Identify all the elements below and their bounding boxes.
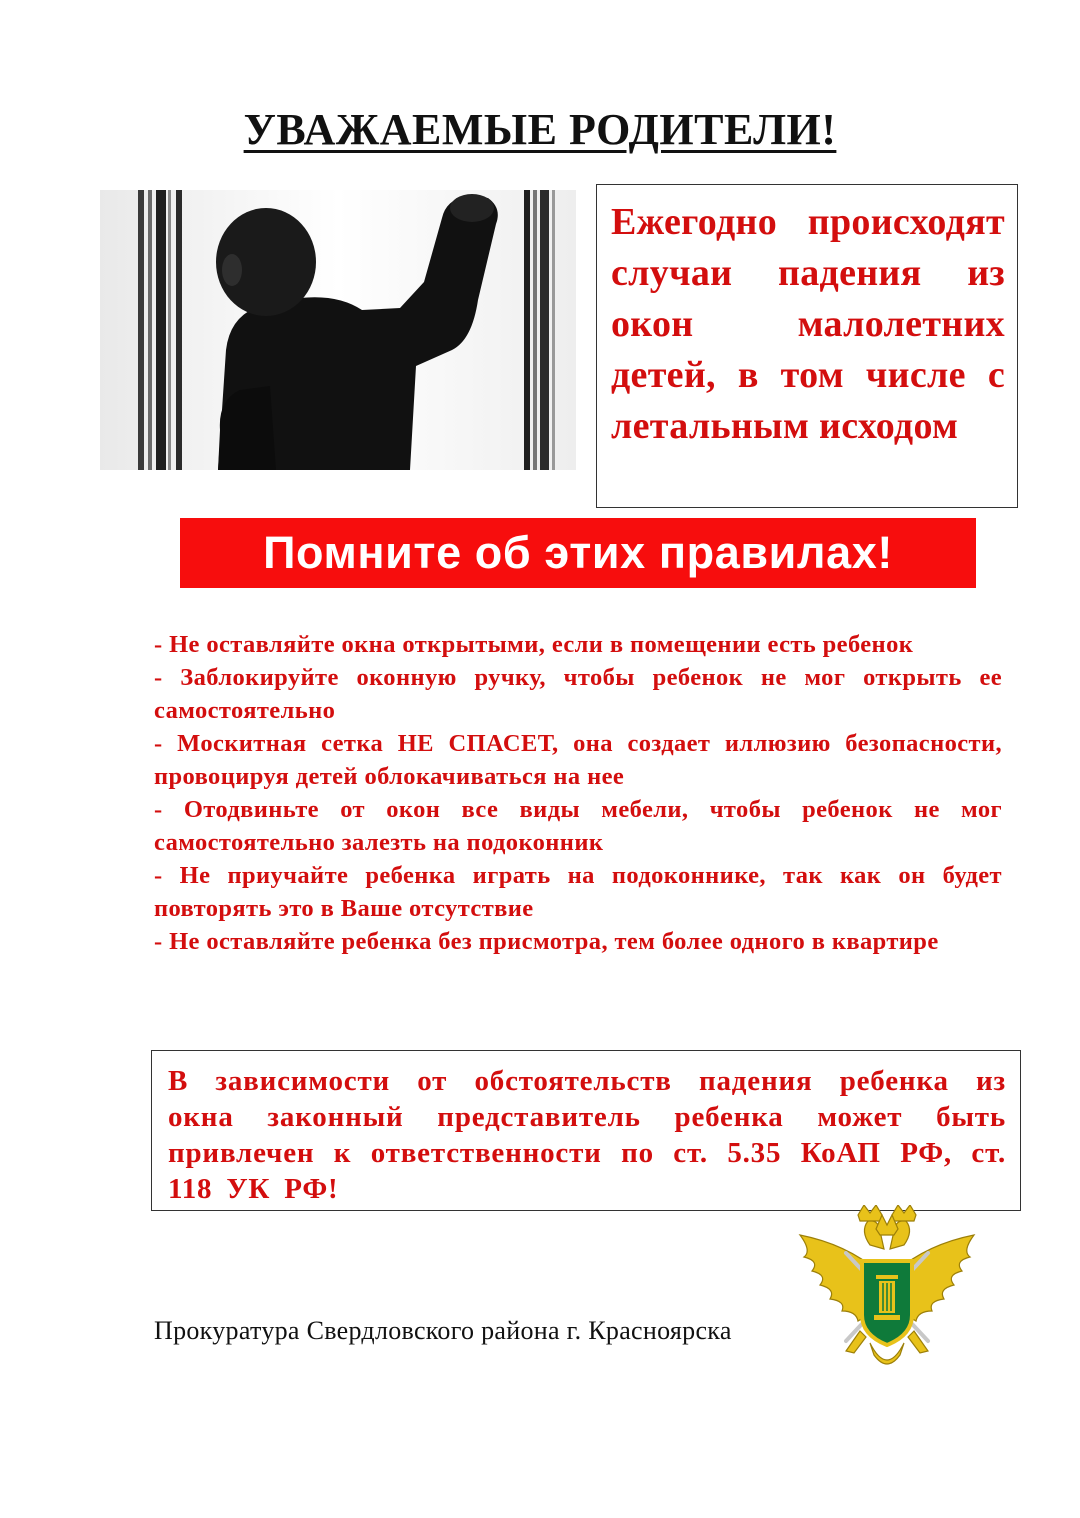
- rule-item: - Не приучайте ребенка играть на подоконнике, так как он будет повторять это в Ваше отсутствие: [154, 862, 1002, 922]
- law-notice-text: В зависимости от обстоятельств падения ребенка из окна законный представитель ребенка может быть привлечен к ответственности по ст. 5.35 КоАП РФ, ст. 118 УК РФ!: [168, 1065, 1006, 1205]
- rule-item: - Отодвиньте от окон все виды мебели, чтобы ребенок не мог самостоятельно залезть на подоконник: [154, 796, 1002, 856]
- rule-item: - Не оставляйте ребенка без присмотра, тем более одного в квартире: [154, 928, 939, 955]
- rule-item: - Заблокируйте оконную ручку, чтобы ребенок не мог открыть ее самостоятельно: [154, 664, 1002, 724]
- law-notice-box: [151, 1050, 1021, 1211]
- footer-organization: Прокуратура Свердловского района г. Красноярска: [154, 1316, 732, 1345]
- prosecutor-emblem-icon: [790, 1205, 984, 1377]
- rules-banner-text: Помните об этих правилах!: [263, 527, 893, 578]
- child-at-window-photo: [100, 190, 576, 470]
- rules-list: [154, 628, 1002, 958]
- rule-item: - Москитная сетка НЕ СПАСЕТ, она создает иллюзию безопасности, провоцируя детей облокачиваться на нее: [154, 730, 1002, 790]
- rules-banner: [180, 518, 976, 588]
- page-title: УВАЖАЕМЫЕ РОДИТЕЛИ!: [243, 105, 837, 154]
- warning-text: Ежегодно происходят случаи падения из окон малолетних детей, в том числе с летальным исходом: [611, 201, 1005, 447]
- warning-box: [596, 184, 1018, 508]
- rule-item: - Не оставляйте окна открытыми, если в помещении есть ребенок: [154, 631, 914, 658]
